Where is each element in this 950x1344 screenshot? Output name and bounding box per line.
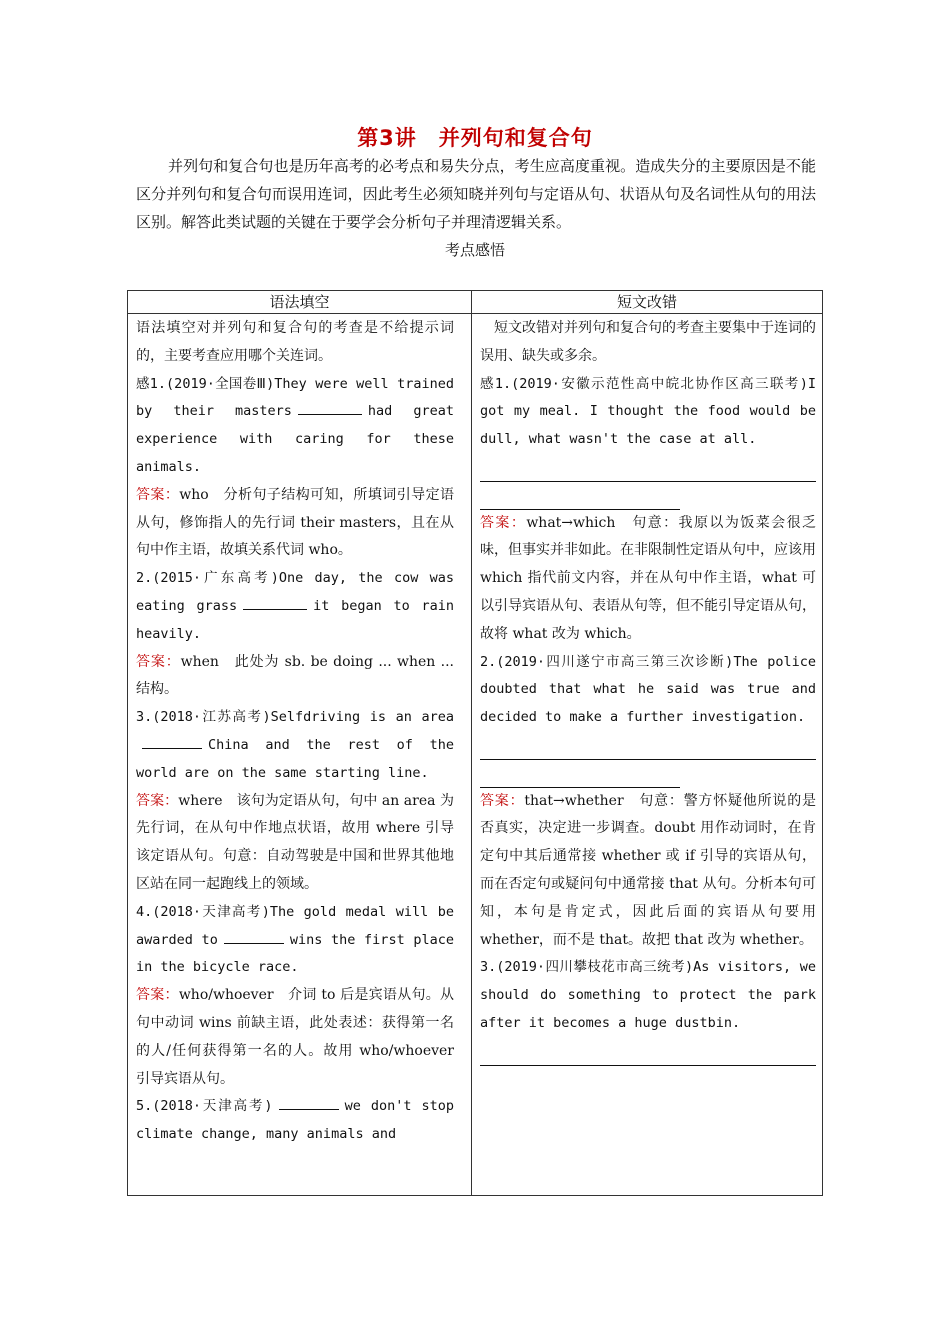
answer-blank[interactable] [243,608,307,610]
left-answer-2: 答案：when 此处为 sb. be doing ... when ... 结构。 [136,653,454,698]
answer-line[interactable] [480,1038,816,1066]
answer-line[interactable] [480,732,816,760]
left-intro: 语法填空对并列句和复合句的考查是不给提示词的，主要考查应用哪个关连词。 [136,320,454,364]
right-question-1: 感1.(2019·安徽示范性高中皖北协作区高三联考)I got my meal. I thought the food would be dull, what wasn't the case at all. [480,375,816,448]
answer-line[interactable] [480,482,680,510]
right-column-header: 短文改错 [616,293,677,311]
grammar-fill-column [136,315,454,1149]
right-answer-2: 答案：that→whether 句意：警方怀疑他所说的是否真实，决定进一步调查。doubt 用作动词时，在肯定句中其后通常接 whether 或 if 引导的宾语从句，而在否定句或疑问句中通常接 that 从句。分析本句可知，本句是肯定式，因此后面的宾语从句要用 whether，而不是 that。故把 that 改为 whether。 [480,792,816,948]
header-divider [128,313,822,314]
answer-blank[interactable] [142,747,202,749]
right-answer-1: 答案：what→which 句意：我原以为饭菜会很乏味，但事实并非如此。在非限制性定语从句中，应该用 which 指代前文内容，并在从句中作主语，what 可以引导宾语从句、表语从句等，但不能引导定语从句，故将 what 改为 which。 [480,514,816,642]
comparison-table [127,290,823,1196]
left-question-4: 4.(2018·天津高考)The gold medal will be awarded to wins the first place in the bicycle race. [136,903,454,976]
left-question-3: 3.(2018·江苏高考)Selfdriving is an areaChina and the rest of the world are on the same starting line. [136,709,454,781]
section-subheading: 考点感悟 [444,241,505,259]
right-question-3: 3.(2019·四川攀枝花市高三统考)As visitors, we should do something to protect the park after it becomes a huge dustbin. [480,959,816,1031]
right-question-2: 2.(2019·四川遂宁市高三第三次诊断)The police doubted that what he said was true and decided to make a further investigation. [480,653,816,726]
error-correction-column [480,315,816,1066]
answer-blank[interactable] [279,1108,339,1110]
page-title: 第3讲 并列句和复合句 [357,126,593,150]
answer-blank[interactable] [224,942,284,944]
answer-blank[interactable] [298,413,362,415]
left-question-1: 感1.(2019·全国卷Ⅲ)They were well trained by their masters had great experience with caring for these animals. [136,375,455,475]
left-answer-1: 答案：who 分析句子结构可知，所填词引导定语从句，修饰指人的先行词 their masters，且在从句中作主语，故填关系代词 who。 [136,486,455,559]
left-question-2: 2.(2015·广东高考)One day, the cow was eating grass it began to rain heavily. [136,570,454,642]
right-intro: 短文改错对并列句和复合句的考查主要集中于连词的误用、缺失或多余。 [480,320,816,364]
answer-line[interactable] [480,760,680,788]
intro-paragraph: 并列句和复合句也是历年高考的必考点和易失分点，考生应高度重视。造成失分的主要原因是不能区分并列句和复合句而误用连词，因此考生必须知晓并列句与定语从句、状语从句及名词性从句的用法区别。解答此类试题的关键在于要学会分析句子并理清逻辑关系。 [136,157,816,231]
answer-line[interactable] [480,454,816,482]
left-column-header: 语法填空 [269,293,330,311]
left-question-5: 5.(2018·天津高考) we don't stop climate change, many animals and [136,1098,454,1143]
left-answer-3: 答案：where 该句为定语从句，句中 an area 为先行词，在从句中作地点状语，故用 where 引导该定语从句。句意：自动驾驶是中国和世界其他地区站在同一起跑线上的领域。 [136,792,455,892]
left-answer-4: 答案：who/whoever 介词 to 后是宾语从句。从句中动词 wins 前缺主语，此处表述：获得第一名的人/任何获得第一名的人。故用 who/whoever 引导宾语从句。 [136,987,455,1087]
column-divider [471,291,472,1195]
